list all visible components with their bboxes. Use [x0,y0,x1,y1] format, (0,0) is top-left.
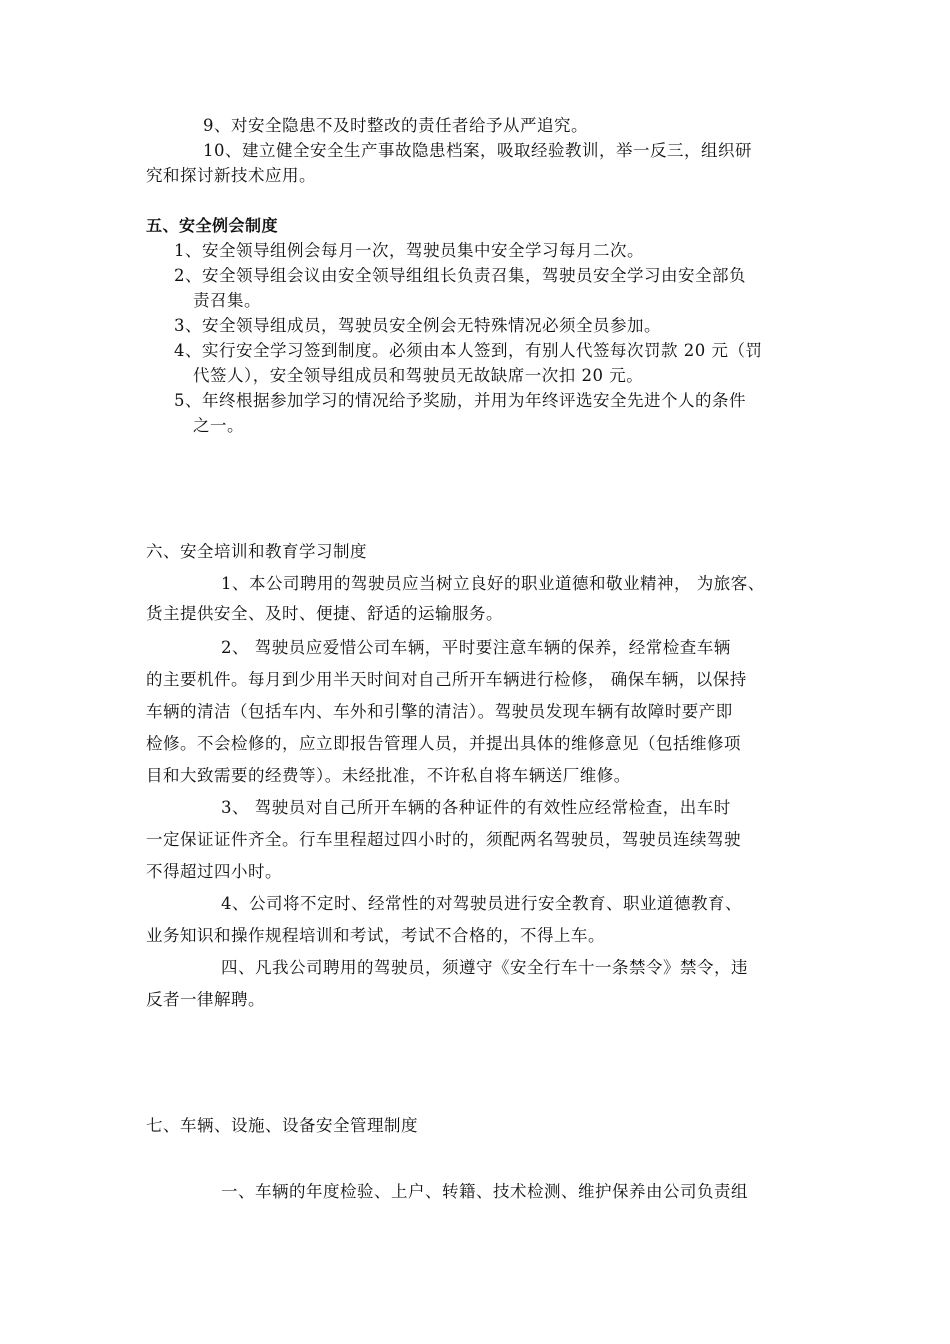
section5-item-2-line1: 2、安全领导组会议由安全领导组组长负责召集，驾驶员安全学习由安全部负 [174,266,746,285]
section5-item-4-line2: 代签人），安全领导组成员和驾驶员无故缺席一次扣 20 元。 [193,366,644,385]
section6-line-4: 的主要机件。每月到少用半天时间对自己所开车辆进行检修， 确保车辆，以保持 [146,670,747,689]
section6-line-9: 一定保证证件齐全。行车里程超过四小时的，须配两名驾驶员，驾驶员连续驾驶 [146,830,741,849]
section5-item-2-line2: 责召集。 [193,291,261,310]
section6-line-12: 业务知识和操作规程培训和考试，考试不合格的，不得上车。 [146,926,605,945]
section5-item-4-line1: 4、实行安全学习签到制度。必须由本人签到，有别人代签每次罚款 20 元（罚 [174,341,763,360]
section6-line-5: 车辆的清洁（包括车内、车外和引擎的清洁）。驾驶员发现车辆有故障时要产即 [146,702,733,721]
section6-heading: 六、安全培训和教育学习制度 [146,542,367,561]
section6-line-1: 1、本公司聘用的驾驶员应当树立良好的职业道德和敬业精神， 为旅客、 [221,574,765,593]
section4-item-10-line1: 10、建立健全安全生产事故隐患档案，吸取经验教训，举一反三，组织研 [203,141,752,160]
section6-line-2: 货主提供安全、及时、便捷、舒适的运输服务。 [146,604,503,623]
section5-item-1: 1、安全领导组例会每月一次，驾驶员集中安全学习每月二次。 [174,241,644,260]
section7-heading: 七、车辆、设施、设备安全管理制度 [146,1116,418,1135]
section7-line-1: 一、车辆的年度检验、上户、转籍、技术检测、维护保养由公司负责组 [221,1182,748,1201]
section6-line-3: 2、 驾驶员应爱惜公司车辆，平时要注意车辆的保养，经常检查车辆 [221,638,731,657]
section6-line-11: 4、公司将不定时、经常性的对驾驶员进行安全教育、职业道德教育、 [221,894,742,913]
section5-heading: 五、安全例会制度 [146,216,279,235]
section6-line-7: 目和大致需要的经费等）。未经批准，不许私自将车辆送厂维修。 [146,766,631,785]
section5-item-5-line2: 之一。 [193,416,244,435]
section6-line-8: 3、 驾驶员对自己所开车辆的各种证件的有效性应经常检查，出车时 [221,798,731,817]
section6-line-14: 反者一律解聘。 [146,990,265,1009]
section5-item-5-line1: 5、年终根据参加学习的情况给予奖励，并用为年终评选安全先进个人的条件 [174,391,746,410]
section4-item-9: 9、对安全隐患不及时整改的责任者给予从严追究。 [203,116,588,135]
section6-line-10: 不得超过四小时。 [146,862,282,881]
section5-item-3: 3、安全领导组成员，驾驶员安全例会无特殊情况必须全员参加。 [174,316,661,335]
section4-item-10-line2: 究和探讨新技术应用。 [146,166,316,185]
section6-line-13: 四、凡我公司聘用的驾驶员，须遵守《安全行车十一条禁令》禁令，违 [221,958,748,977]
section6-line-6: 检修。不会检修的，应立即报告管理人员，并提出具体的维修意见（包括维修项 [146,734,741,753]
